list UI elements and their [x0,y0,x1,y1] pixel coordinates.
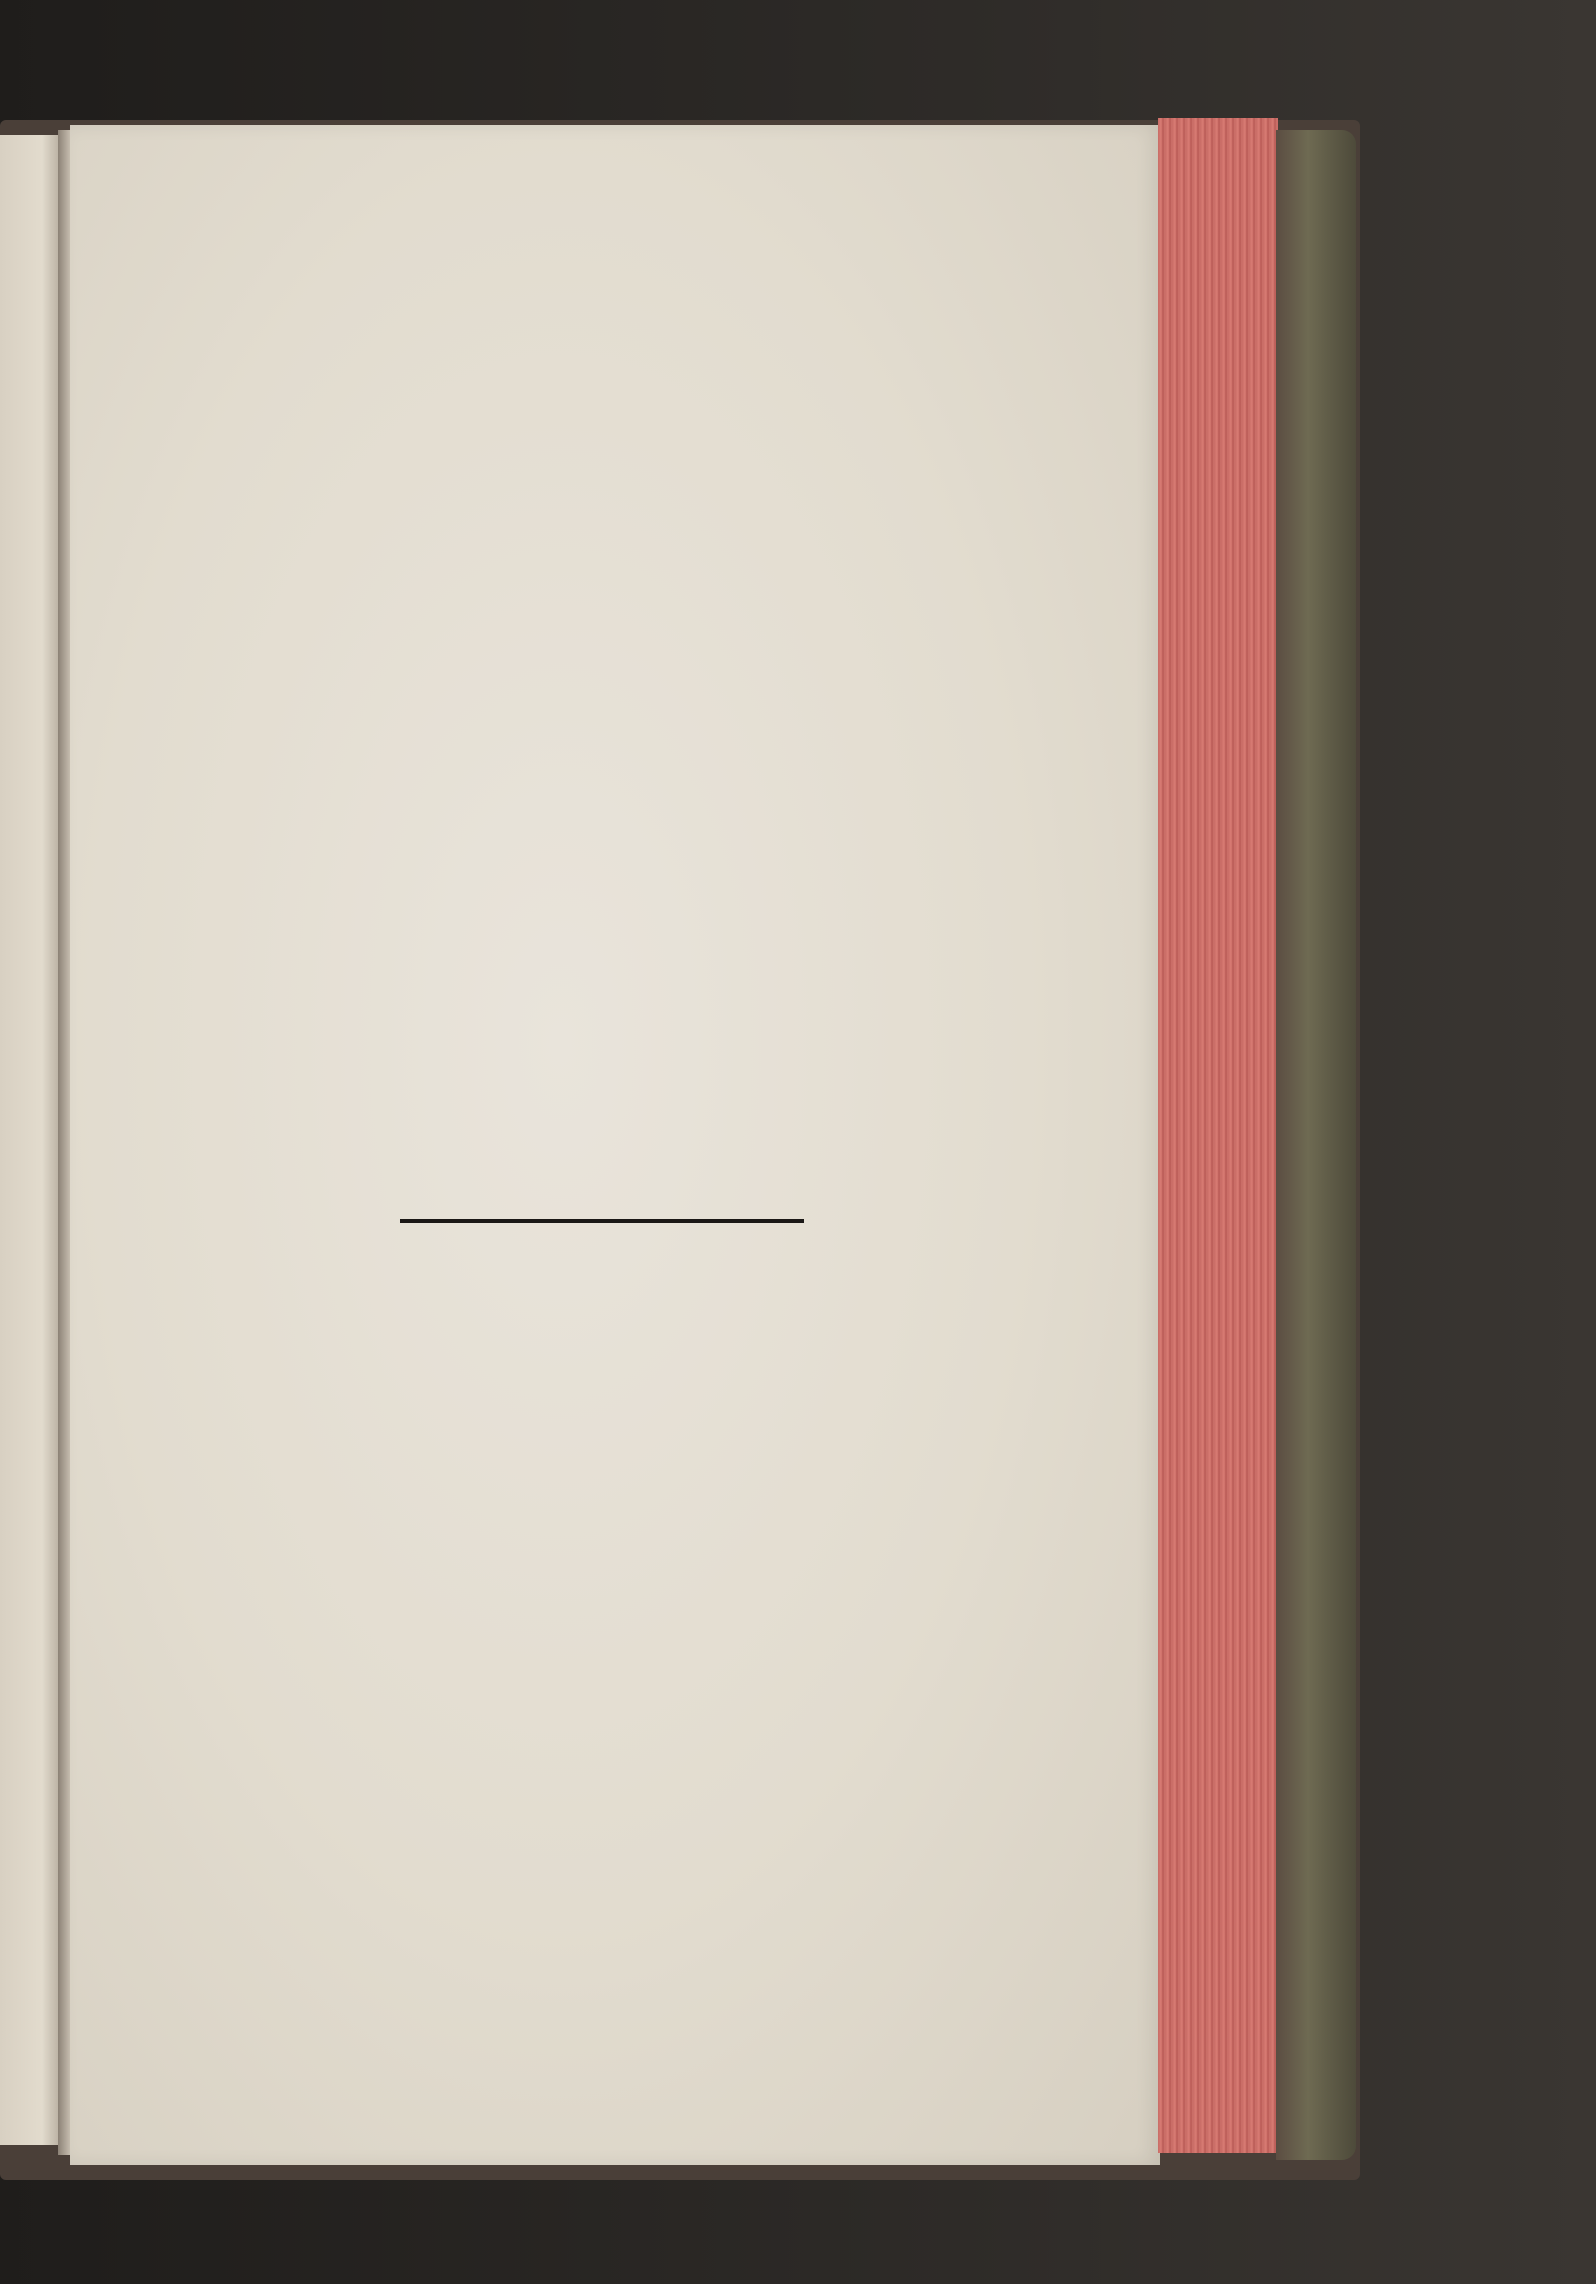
book-cover-right [1276,130,1356,2160]
page-edges-red [1158,118,1278,2153]
right-page [70,125,1160,2165]
section-rule [400,1219,804,1223]
left-page-edge [0,135,60,2145]
